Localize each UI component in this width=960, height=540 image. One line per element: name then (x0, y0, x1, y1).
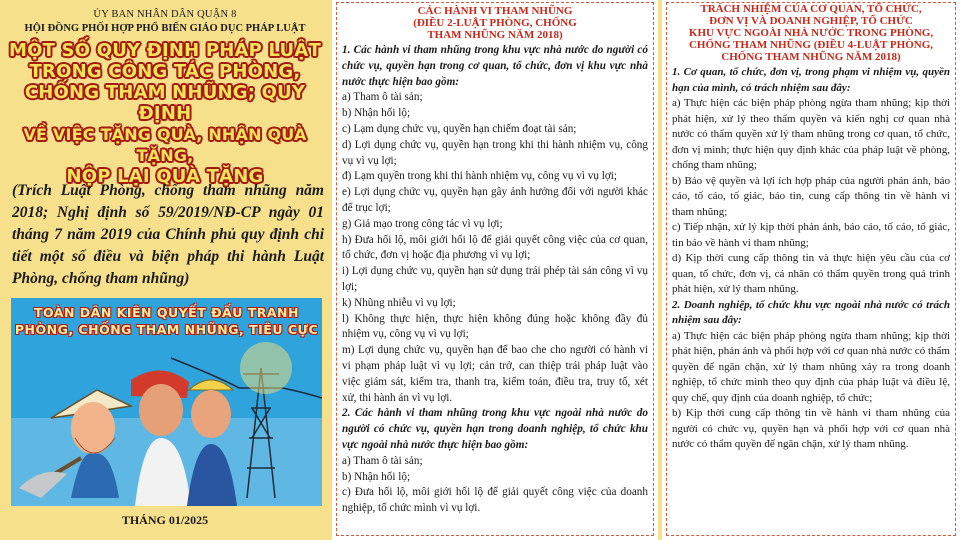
heading-line: CHỐNG THAM NHŨNG (ĐIỀU 4-LUẬT PHÒNG, (688, 39, 934, 51)
list-item: a) Tham ô tài sản; (342, 454, 423, 467)
list-item: m) Lợi dụng chức vụ, quyền hạn để bao che cho người có hành vi vi phạm pháp luật vì vụ lợi; cản trở, can thiệp trái pháp luật vào việc giám sát, kiểm tra, thanh tra, kiểm toán, điều tra, truy tố, xét xử, thi hành án vì vụ lợi. (342, 344, 648, 404)
column-heading (672, 3, 950, 63)
heading-line: THAM NHŨNG NĂM 2018) (427, 29, 563, 41)
anti-corruption-poster (11, 298, 322, 506)
title-line: CHỐNG THAM NHŨNG; QUY ĐỊNH (24, 82, 306, 124)
responsibilities-column (662, 0, 960, 540)
heading-line: KHU VỰC NGOÀI NHÀ NƯỚC TRONG PHÒNG, (688, 27, 934, 39)
list-item: b) Nhận hối lộ; (342, 107, 411, 120)
title-line: TRONG CÔNG TÁC PHÒNG, (29, 61, 301, 82)
list-item: a) Thực hiện các biện pháp phòng ngừa tham nhũng; kịp thời phát hiện, phản ánh và phối hợp với cơ quan nhà nước có thẩm quyền để ngăn chặn, xử lý tham nhũng xảy ra trong doanh nghiệp, tổ chức mình theo quy định của pháp luật và điều lệ, quy chế, quy định của doanh nghiệp, tổ chức; (672, 329, 950, 404)
list-item: a) Tham ô tài sản; (342, 91, 423, 104)
section-heading: 2. Doanh nghiệp, tổ chức khu vực ngoài nhà nước có trách nhiệm sau đây: (672, 298, 950, 326)
list-item: d) Kịp thời cung cấp thông tin và thực hiện yêu cầu của cơ quan, tổ chức, đơn vị, cá nhân có thẩm quyền trong quá trình phát hiện, xử lý tham nhũng. (672, 252, 950, 295)
heading-line: CÁC HÀNH VI THAM NHŨNG (417, 5, 573, 17)
list-item: d) Lợi dụng chức vụ, quyền hạn trong khi thi hành nhiệm vụ, công vụ vì vụ lợi; (342, 138, 648, 167)
cover-panel (0, 0, 330, 540)
list-item: b) Nhận hối lộ; (342, 470, 411, 483)
list-item: h) Đưa hối lộ, môi giới hối lộ để giải quyết công việc của cơ quan, tổ chức, đơn vị hoặc địa phương vì vụ lợi; (342, 233, 648, 262)
list-item: e) Lợi dụng chức vụ, quyền hạn gây ảnh hưởng đối với người khác để trục lợi; (342, 186, 648, 214)
org-name: ỦY BAN NHÂN DÂN QUẬN 8 (93, 9, 237, 20)
list-item: i) Lợi dụng chức vụ, quyền hạn sử dụng trái phép tài sản công vì vụ lợi; (342, 265, 648, 293)
list-item: l) Không thực hiện, thực hiện không đúng hoặc không đầy đủ nhiệm vụ, công vụ vì vụ lợi; (342, 312, 648, 341)
list-item: b) Kịp thời cung cấp thông tin về hành vi tham nhũng của người có chức vụ, quyền hạn và phối hợp với cơ quan nhà nước có thẩm quyền để ngăn chặn, xử lý tham nhũng. (672, 407, 950, 450)
title-line: NỘP LẠI QUÀ TẶNG (66, 166, 264, 187)
list-item: c) Tiếp nhận, xử lý kịp thời phản ánh, báo cáo, tố cáo, tố giác, tin báo về hành vi tham nhũng; (672, 221, 950, 249)
list-item: k) Nhũng nhiễu vì vụ lợi; (342, 296, 456, 309)
council-name: HỘI ĐỒNG PHỐI HỢP PHỔ BIẾN GIÁO DỤC PHÁP LUẬT (24, 23, 306, 34)
corruption-acts-column (332, 0, 658, 540)
responsibilities-frame (666, 2, 956, 536)
list-item: c) Lạm dụng chức vụ, quyền hạn chiếm đoạt tài sản; (342, 122, 577, 135)
issue-month: THÁNG 01/2025 (121, 513, 209, 527)
section-heading: 1. Các hành vi tham nhũng trong khu vực nhà nước do người có chức vụ, quyền hạn trong cơ quan, tổ chức, đơn vị khu vực nhà nước thực hiện bao gồm: (342, 44, 648, 88)
section-heading: 1. Cơ quan, tổ chức, đơn vị, trong phạm vi nhiệm vụ, quyền hạn của mình, có trách nhiệm sau đây: (672, 66, 950, 94)
heading-line: TRÁCH NHIỆM CỦA CƠ QUAN, TỔ CHỨC, (700, 3, 922, 15)
heading-line: ĐƠN VỊ VÀ DOANH NGHIỆP, TỔ CHỨC (709, 15, 913, 27)
column-body (342, 43, 648, 517)
column-heading (342, 5, 648, 41)
list-item: c) Đưa hối lộ, môi giới hối lộ để giải quyết công việc của doanh nghiệp, tổ chức mình vì vụ lợi. (342, 486, 648, 515)
heading-line: CHỐNG THAM NHŨNG NĂM 2018) (721, 51, 901, 63)
heading-line: (ĐIỀU 2-LUẬT PHÒNG, CHỐNG (413, 17, 577, 29)
list-item: a) Thực hiện các biện pháp phòng ngừa tham nhũng; kịp thời phát hiện, xử lý theo thẩm quyền và kiến nghị cơ quan nhà nước có thẩm quyền xử lý tham nhũng trong cơ quan, tổ chức, đơn vị mình; thực hiện quy định khác của pháp luật về phòng, chống tham nhũng; (672, 97, 950, 171)
list-item: b) Bảo vệ quyền và lợi ích hợp pháp của người phản ánh, báo cáo, tố cáo, tố giác, báo tin, cung cấp thông tin về hành vi tham nhũng; (672, 174, 950, 218)
title-line: MỘT SỐ QUY ĐỊNH PHÁP LUẬT (9, 40, 321, 61)
poster-slogan-line: PHÒNG, CHỐNG THAM NHŨNG, TIÊU CỰC (14, 322, 319, 337)
column-body (672, 65, 950, 453)
list-item: đ) Lạm quyền trong khi thi hành nhiệm vụ, công vụ vì vụ lợi; (342, 170, 618, 183)
poster-slogan-line: TOÀN DÂN KIÊN QUYẾT ĐẤU TRANH (33, 305, 299, 320)
list-item: g) Giả mạo trong công tác vì vụ lợi; (342, 217, 503, 230)
leaflet-title (4, 40, 326, 187)
title-line: VỀ VIỆC TẶNG QUÀ, NHẬN QUÀ TẶNG, (23, 125, 307, 165)
source-excerpt: (Trích Luật Phòng, chống tham nhũng năm 2018; Nghị định số 59/2019/NĐ-CP ngày 01 tháng 7 năm 2019 của Chính phủ quy định chi tiết một số điều và biện pháp thi hành Luật Phòng, chống tham nhũng) (12, 182, 324, 287)
corruption-acts-frame (336, 2, 654, 536)
section-heading: 2. Các hành vi tham nhũng trong khu vực ngoài nhà nước do người có chức vụ, quyền hạn trong doanh nghiệp, tổ chức khu vực ngoài nhà nước thực hiện bao gồm: (342, 407, 648, 451)
